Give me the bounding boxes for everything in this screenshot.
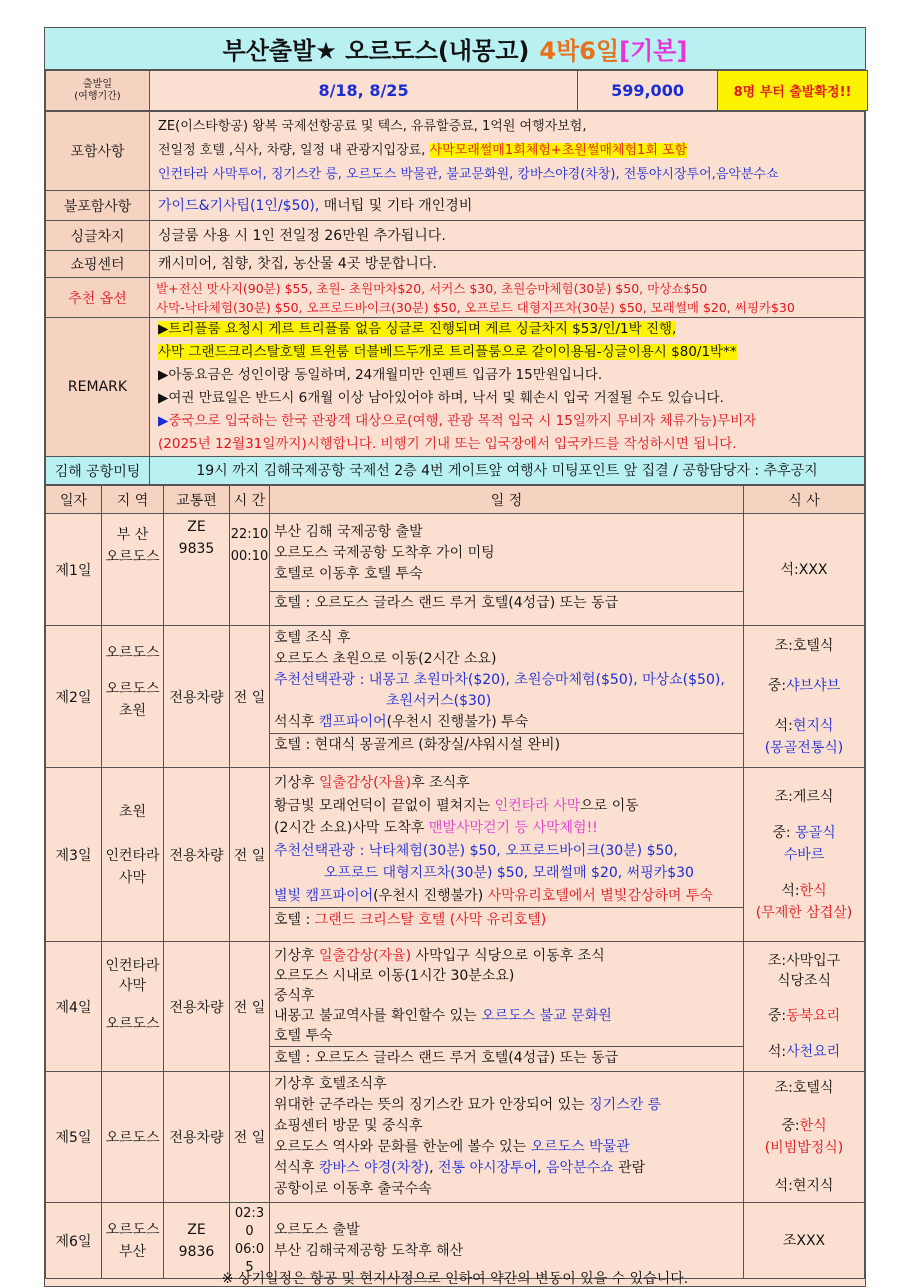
meal-5: 조:호텔식 중:한식 (비빔밥정식) 석:현지식 [744, 1072, 865, 1203]
col-day: 일자 [46, 486, 102, 514]
col-transport: 교통편 [164, 486, 230, 514]
day-1: 제1일 [46, 514, 102, 626]
time-2: 전 일 [230, 626, 270, 768]
schedule-2: 호텔 조식 후 오르도스 초원으로 이동(2시간 소요) 추천선택관광 : 내몽고 초원마차($20), 초원승마체험($50), 마상쇼($50), 초원서커스($30) 석식후 캠프파이어(우천시 진행불가) 투숙 호텔 : 현대식 몽골게르 (화장실/샤워시설 완비) [270, 626, 744, 768]
included-highlight: 사막모래썰매1회체험+초원썰매체험1회 포함 [429, 143, 688, 158]
day-3: 제3일 [46, 768, 102, 942]
transport-5: 전용차량 [164, 1072, 230, 1203]
meal-1: 석:XXX [744, 514, 865, 626]
day-4: 제4일 [46, 942, 102, 1072]
info-table [45, 70, 868, 111]
included-content: ZE(이스타항공) 왕복 국제선항공료 및 텍스, 유류할증료, 1억원 여행자보험, 전일정 호텔 ,식사, 차량, 일정 내 관광지입장료, 사막모래썰매1회체험+초원썰매체험1회 포함 인컨타라 사막투어, 징기스칸 릉, 오르도스 박물관, 불교문화원, 캉바스야경(차창), 전통야시장투어,음악분수쇼 [150, 112, 865, 191]
time-5: 전 일 [230, 1072, 270, 1203]
schedule-table [45, 485, 865, 1279]
meal-2: 조:호텔식 중:샤브샤브 석:현지식 (몽골전통식) [744, 626, 865, 768]
meal-3: 조:게르식 중: 몽골식 수바르 석:한식 (무제한 삼겹살) [744, 768, 865, 942]
region-5: 오르도스 [102, 1072, 164, 1203]
time-1: 22:10 00:10 [230, 514, 270, 626]
single-content: 싱글룸 사용 시 1인 전일정 26만원 추가됩니다. [150, 221, 865, 251]
table-row [46, 1072, 865, 1203]
schedule-4: 기상후 일출감상(자율) 사막입구 식당으로 이동후 조식 오르도스 시내로 이동(1시간 30분소요) 중식후 내몽고 불교역사를 확인할수 있는 오르도스 불교 문화원 호텔 투숙 호텔 : 오르도스 글라스 랜드 루거 호텔(4성급) 또는 동급 [270, 942, 744, 1072]
schedule-5: 기상후 호텔조식후 위대한 군주라는 뜻의 징기스칸 묘가 안장되어 있는 징기스칸 릉 쇼핑센터 방문 및 중식후 오르도스 역사와 문화를 한눈에 볼수 있는 오르도스 박물관 석식후 캉바스 야경(차창), 전통 야시장투어, 음악분수쇼 관람 공항이로 이동후 출국수속 [270, 1072, 744, 1203]
col-schedule: 일 정 [270, 486, 744, 514]
departure-dates: 8/18, 8/25 [150, 71, 578, 111]
region-4: 인컨타라 사막 오르도스 [102, 942, 164, 1072]
table-row [46, 768, 865, 942]
day-2: 제2일 [46, 626, 102, 768]
single-label: 싱글차지 [46, 221, 150, 251]
region-1: 부 산 오르도스 [102, 514, 164, 626]
table-row [46, 942, 865, 1072]
transport-2: 전용차량 [164, 626, 230, 768]
title-duration: 4박6일 [539, 37, 620, 65]
table-row [46, 514, 865, 626]
included-label: 포함사항 [46, 112, 150, 191]
conditions-table [45, 111, 865, 485]
options-label: 추천 옵션 [46, 278, 150, 318]
schedule-6: 오르도스 출발 부산 김해국제공항 도착후 해산 [270, 1203, 744, 1279]
departure-confirm: 8명 부터 출발확정!! [718, 71, 868, 111]
region-6: 오르도스 부산 [102, 1203, 164, 1279]
time-6: 02:3 0 06:0 5 [230, 1203, 270, 1279]
remark-content: ▶트리플룸 요청시 게르 트리플룸 없음 싱글로 진행되며 게르 싱글차지 $53/인/1박 진행, 사막 그랜드크리스탈호텔 트윈룸 더블베드두개로 트리플룸으로 같이이용됨-싱글이용시 $80/1박** ▶아동요금은 성인이랑 동일하며, 24개월미만 인펜트 입금가 15만원입니다. ▶여권 만료일은 반드시 6개월 이상 남아있어야 하며, 낙서 및 훼손시 입국 거절될 수도 있습니다. ▶중국으로 입국하는 한국 관광객 대상으로(여행, 관광 목적 입국 시 15일까지 무비자 체류가능)무비자 (2025년 12월31일까지)시행합니다. 비행기 기내 또는 입국장에서 입국카드를 작성하시면 됩니다. [150, 318, 865, 457]
day-6: 제6일 [46, 1203, 102, 1279]
col-region: 지 역 [102, 486, 164, 514]
transport-4: 전용차량 [164, 942, 230, 1072]
day-5: 제5일 [46, 1072, 102, 1203]
price: 599,000 [578, 71, 718, 111]
meeting-label: 김해 공항미팅 [46, 457, 150, 485]
remark-label: REMARK [46, 318, 150, 457]
time-3: 전 일 [230, 768, 270, 942]
shopping-content: 캐시미어, 침향, 찻집, 농산물 4곳 방문합니다. [150, 251, 865, 278]
transport-3: 전용차량 [164, 768, 230, 942]
meeting-content: 19시 까지 김해국제공항 국제선 2층 4번 게이트앞 여행사 미팅포인트 앞 집결 / 공항담당자 : 추후공지 [150, 457, 865, 485]
depart-label: 출발일 (여행기간) [46, 71, 150, 111]
transport-1: ZE 9835 [164, 514, 230, 626]
excluded-label: 불포함사항 [46, 191, 150, 221]
schedule-3: 기상후 일출감상(자율)후 조식후 황금빛 모래언덕이 끝없이 펼쳐지는 인컨타라 사막으로 이동 (2시간 소요)사막 도착후 맨발사막걷기 등 사막체험!! 추천선택관광 : 낙타체험(30분) $50, 오프로드바이크(30분) $50, 오프로드 대형지프차(30분) $50, 모래썰매 $20, 써핑카$30 별빛 캠프파이어(우천시 진행불가) 사막유리호텔에서 별빛감상하며 투숙 호텔 : 그랜드 크리스탈 호텔 (사막 유리호텔) [270, 768, 744, 942]
col-meal: 식 사 [744, 486, 865, 514]
title-kind: [기본] [619, 37, 688, 65]
shopping-label: 쇼핑센터 [46, 251, 150, 278]
region-2: 오르도스 오르도스 초원 [102, 626, 164, 768]
page-title [45, 28, 865, 70]
meal-4: 조:사막입구 식당조식 중:동북요리 석:사천요리 [744, 942, 865, 1072]
excluded-content: 가이드&기사팁(1인/$50), 매너팁 및 기타 개인경비 [150, 191, 865, 221]
transport-6: ZE 9836 [164, 1203, 230, 1279]
schedule-1: 부산 김해 국제공항 출발 오르도스 국제공항 도착후 가이 미팅 호텔로 이동후 호텔 투숙 호텔 : 오르도스 글라스 랜드 루거 호텔(4성급) 또는 동급 [270, 514, 744, 626]
footer-note: ※ 상기일정은 항공 및 현지사정으로 인하여 약간의 변동이 있을 수 있습니다. [221, 1271, 689, 1287]
table-row [46, 626, 865, 768]
options-content: 발+전신 맛사지(90분) $55, 초원- 초원마차$20, 서커스 $30, 초원승마체험(30분) $50, 마상쇼$50 사막-낙타체험(30분) $50, 오프로드바이크(30분) $50, 오프로드 대형지프차(30분) $50, 모래썰매 $20, 써핑카$30 [150, 278, 865, 318]
time-4: 전 일 [230, 942, 270, 1072]
itinerary-sheet [44, 27, 866, 1287]
region-3: 초원 인컨타라 사막 [102, 768, 164, 942]
col-time: 시 간 [230, 486, 270, 514]
title-main: 부산출발★ 오르도스(내몽고) [222, 37, 530, 65]
meal-6: 조XXX [744, 1203, 865, 1279]
